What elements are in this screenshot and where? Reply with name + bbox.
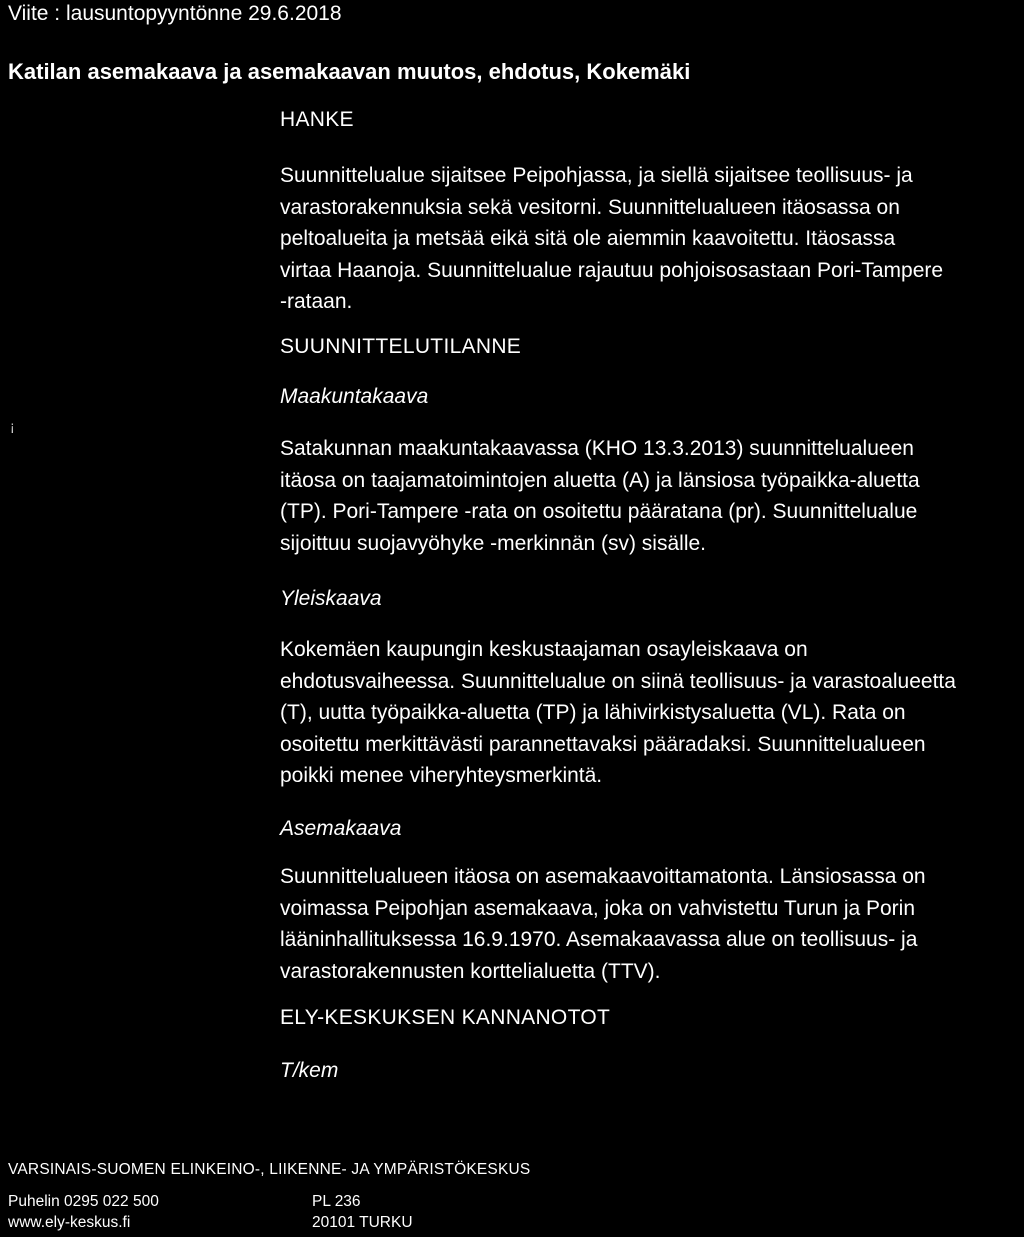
paragraph-line: sijoittuu suojavyöhyke -merkinnän (sv) sisälle. bbox=[280, 531, 706, 555]
paragraph-line: poikki menee viheryhteysmerkintä. bbox=[280, 764, 603, 787]
paragraph-line: voimassa Peipohjan asemakaava, joka on vahvistettu Turun ja Porin bbox=[280, 896, 916, 920]
subheading-yleiskaava: Yleiskaava bbox=[280, 587, 382, 610]
paragraph-line: Suunnittelualue sijaitsee Peipohjassa, ja siellä sijaitsee teollisuus- ja bbox=[280, 164, 913, 187]
section-heading-kannanotot: ELY-KESKUKSEN KANNANOTOT bbox=[280, 1006, 611, 1029]
paragraph-line: (T), uutta työpaikka-aluetta (TP) ja lähivirkistysaluetta (VL). Rata on bbox=[280, 701, 906, 724]
paragraph-maakuntakaava bbox=[280, 433, 1024, 559]
paragraph-line: varastorakennusten korttelialuetta (TTV). bbox=[280, 959, 661, 983]
footer-phone: Puhelin 0295 022 500 bbox=[8, 1193, 159, 1210]
paragraph-line: Suunnittelualueen itäosa on asemakaavoittamatonta. Länsiosassa on bbox=[280, 865, 926, 888]
paragraph-line: osoitettu merkittävästi parannettavaksi pääradaksi. Suunnittelualueen bbox=[280, 732, 926, 756]
paragraph-yleiskaava bbox=[280, 634, 1024, 792]
paragraph-line: ehdotusvaiheessa. Suunnittelualue on siinä teollisuus- ja varastoalueetta bbox=[280, 669, 956, 693]
paragraph-hanke bbox=[280, 160, 1024, 318]
paragraph-line: itäosa on taajamatoimintojen aluetta (A) ja länsiosa työpaikka-aluetta bbox=[280, 468, 920, 492]
paragraph-line: Kokemäen kaupungin keskustaajaman osayleiskaava on bbox=[280, 638, 808, 661]
paragraph-line: peltoalueita ja metsää eikä sitä ole aiemmin kaavoitettu. Itäosassa bbox=[280, 227, 896, 250]
footer-contact bbox=[8, 1191, 159, 1233]
reference-line: Viite : lausuntopyyntönne 29.6.2018 bbox=[8, 2, 342, 25]
paragraph-line: Satakunnan maakuntakaavassa (KHO 13.3.2013) suunnittelualueen bbox=[280, 437, 914, 460]
paragraph-line: varastorakennuksia sekä vesitorni. Suunnittelualueen itäosassa on bbox=[280, 195, 900, 219]
document-title: Katilan asemakaava ja asemakaavan muutos, ehdotus, Kokemäki bbox=[8, 59, 691, 84]
footer-website: www.ely-keskus.fi bbox=[8, 1214, 131, 1231]
footer-address bbox=[312, 1191, 413, 1233]
paragraph-line: lääninhallituksessa 16.9.1970. Asemakaavassa alue on teollisuus- ja bbox=[280, 928, 918, 951]
footer-po-box: PL 236 bbox=[312, 1193, 361, 1210]
section-heading-hanke: HANKE bbox=[280, 108, 354, 131]
paragraph-line: -rataan. bbox=[280, 290, 353, 313]
subheading-maakuntakaava: Maakuntakaava bbox=[280, 385, 429, 408]
paragraph-line: (TP). Pori-Tampere -rata on osoitettu pääratana (pr). Suunnittelualue bbox=[280, 500, 918, 523]
footer-organization: VARSINAIS-SUOMEN ELINKEINO-, LIIKENNE- JA YMPÄRISTÖKESKUS bbox=[8, 1161, 531, 1178]
paragraph-line: virtaa Haanoja. Suunnittelualue rajautuu pohjoisosastaan Pori-Tampere bbox=[280, 258, 944, 282]
section-heading-suunnittelutilanne: SUUNNITTELUTILANNE bbox=[280, 335, 522, 358]
subheading-asemakaava: Asemakaava bbox=[280, 817, 402, 840]
paragraph-asemakaava bbox=[280, 861, 1024, 987]
subheading-tkem: T/kem bbox=[280, 1059, 339, 1082]
stray-margin-mark: ¡ bbox=[10, 418, 15, 434]
footer-postal: 20101 TURKU bbox=[312, 1214, 413, 1231]
